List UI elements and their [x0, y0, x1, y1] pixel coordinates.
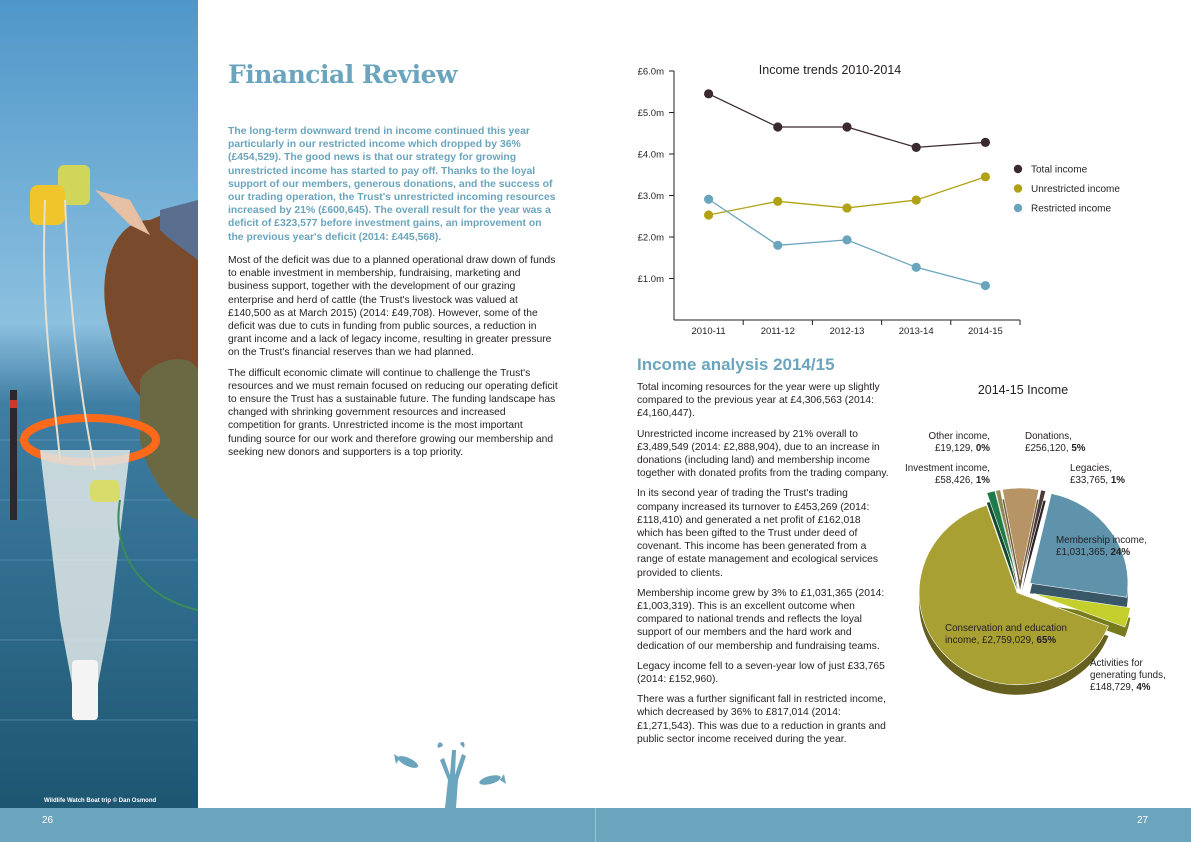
body-paragraph: In its second year of trading the Trust's trading company increased its turnover to £453,269 (2014: £118,410) and generated a net profit of £162,018 which has been gifted to the Trust under deed of covenant. This income has been generated from a range of estate management and ecological services provided to clients. [637, 488, 878, 579]
page-title: Financial Review [228, 60, 458, 89]
pie-slice-label: Donations, £256,120, 5% [1025, 431, 1086, 454]
page-number-right: 27 [1137, 815, 1149, 826]
x-tick-label: 2014-15 [967, 326, 1003, 337]
chart-title: Income trends 2010-2014 [758, 63, 902, 77]
body-paragraph: The difficult economic climate will continue to challenge the Trust's resources and we must remain focused on reducing our operating deficit to ensure the Trust has a sustainable future. The funding landscape has changed with shrinking government resources and increased competition for grants. Unrestricted income is the most important funding source for our work and therefore growing our membership and seeking new donors and supporters is a top priority. [228, 367, 558, 458]
series-point [773, 241, 782, 250]
x-tick-label: 2013-14 [898, 326, 934, 337]
income-trends-chart [620, 55, 1180, 345]
legend-label: Unrestricted income [1031, 184, 1120, 195]
series-point [704, 210, 713, 219]
body-paragraph: Legacy income fell to a seven-year low of just £33,765 (2014: £152,960). [637, 660, 885, 686]
seaweed-fish-icon [390, 740, 520, 808]
body-paragraph: Total incoming resources for the year were up slightly compared to the previous year at £4,306,563 (2014: £4,160,447). [637, 382, 880, 420]
series-line [709, 94, 986, 148]
series-point [981, 281, 990, 290]
page-number-left: 26 [42, 815, 54, 826]
y-tick-label: £1.0m [637, 274, 664, 285]
legend-label: Total income [1031, 164, 1088, 176]
pie-slice-label: Membership income, £1,031,365, 24% [1056, 535, 1147, 558]
photo-caption: Wildlife Watch Boat trip © Dan Osmond [44, 798, 157, 804]
series-point [704, 195, 713, 204]
y-tick-label: £4.0m [637, 149, 664, 161]
income-pie-chart [890, 375, 1185, 715]
series-point [773, 197, 782, 206]
pie-slice-label: Other income, £19,129, 0% [928, 431, 990, 454]
body-paragraph: Unrestricted income increased by 21% overall to £3,489,549 (2014: £2,888,904), due to an increase in donations (including land) and membership income together with donated profits from the trading company. [637, 428, 889, 480]
series-point [842, 122, 851, 131]
y-tick-label: £2.0m [637, 232, 664, 244]
right-body-text [637, 381, 889, 753]
pie-slice-label: Legacies, £33,765, 1% [1070, 463, 1126, 486]
body-paragraph: Membership income grew by 3% to £1,031,365 (2014: £1,003,319). This is an excellent outcome when compared to national trends and reflects the loyal support of our members and the hard work and dedication of our membership and fundraising teams. [637, 587, 885, 652]
pie-slice-label: Conservation and education income, £2,759,029, 65% [945, 623, 1068, 646]
legend-marker [1014, 165, 1022, 173]
y-tick-label: £3.0m [637, 191, 664, 202]
intro-paragraph: The long-term downward trend in income continued this year particularly in our restricted income which dropped by 36% (£454,529). The good news is that our strategy for growing unrestricted income has started to pay off. Thanks to the loyal support of our members, generous donations, and the success of our trading operation, the Trust's unrestricted incoming resources increased by 21% (£600,645). The overall result for the year was a deficit of £323,577 before investment gains, an improvement on the previous year's deficit (2014: £445,568). [228, 126, 556, 243]
body-paragraph: Most of the deficit was due to a planned operational draw down of funds to enable investment in membership, fundraising, marketing and business support, together with the development of our grazing enterprise and herd of cattle (the Trust's livestock was valued at £140,500 as at March 2015) (2014: £49,708). However, some of the deficit was due to cuts in funding from public sources, a reduction in grant income and a lack of legacy income, resulting in greater pressure on the Trust's financial reserves than we had planned. [228, 255, 556, 359]
section-heading: Income analysis 2014/15 [637, 355, 835, 374]
x-tick-label: 2011-12 [760, 326, 795, 337]
cover-photo [0, 0, 198, 808]
body-paragraph: There was a further significant fall in restricted income, which decreased by 36% to £817,014 (2014: £1,271,543). This was due to a reduction in grants and public sector income received during the year. [637, 694, 886, 745]
series-point [981, 138, 990, 147]
y-tick-label: £6.0m [637, 66, 664, 78]
photo-illustration [0, 0, 198, 808]
legend-marker [1014, 204, 1022, 212]
y-tick-label: £5.0m [637, 108, 664, 119]
x-tick-label: 2010-11 [691, 326, 726, 337]
series-point [842, 203, 851, 212]
series-point [773, 122, 782, 131]
left-body-text [228, 254, 558, 466]
footer-divider [595, 808, 596, 842]
series-point [981, 172, 990, 181]
pie-slice-label: Activities for generating funds, £148,729, 4% [1090, 658, 1166, 693]
series-point [912, 143, 921, 152]
legend-marker [1014, 184, 1022, 192]
pie-slice-label: Investment income, £58,426, 1% [905, 463, 990, 486]
footer-bar [0, 808, 1191, 842]
series-point [912, 195, 921, 204]
legend-label: Restricted income [1031, 203, 1112, 215]
x-tick-label: 2012-13 [829, 326, 865, 337]
pie-title: 2014-15 Income [977, 383, 1069, 397]
series-point [912, 263, 921, 272]
series-point [842, 235, 851, 244]
series-point [704, 89, 713, 98]
